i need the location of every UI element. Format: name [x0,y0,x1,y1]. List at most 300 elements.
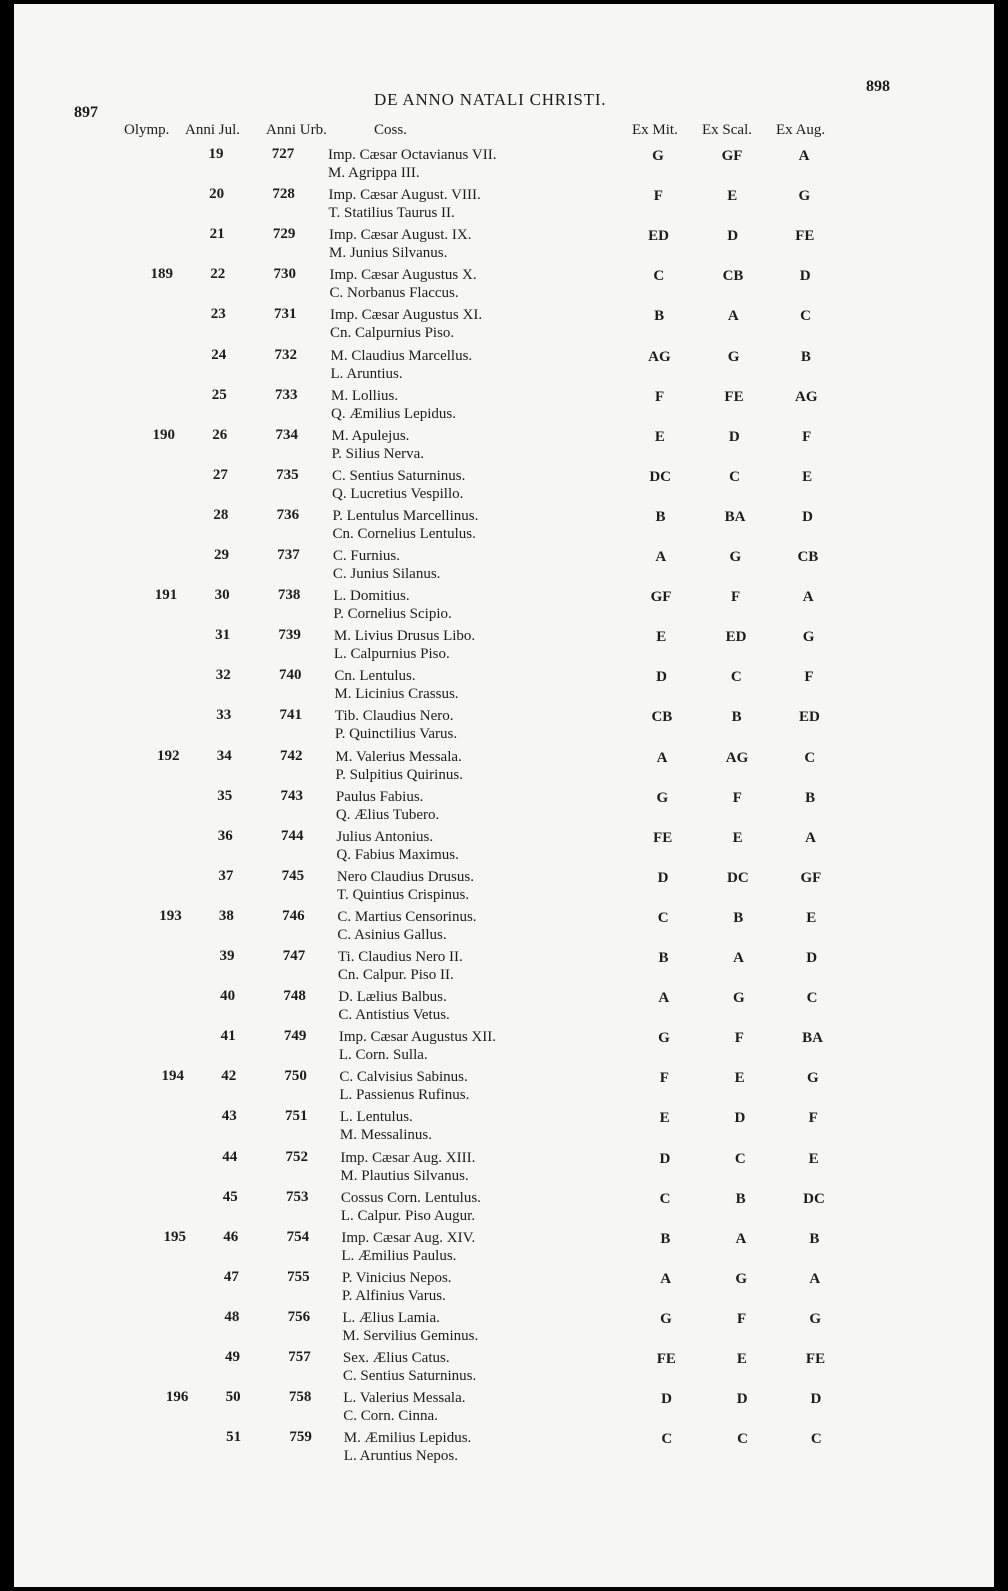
ex-mit-cell: F [655,388,665,405]
consuls-cell [336,828,459,864]
consul-second: L. Calpurnius Piso. [333,646,450,663]
consuls-cell [329,226,472,262]
ex-scal-cell: E [727,188,738,205]
ex-mit-cell: C [653,268,665,285]
consul-first: Imp. Cæsar August. VIII. [328,187,481,204]
anni-urb-cell: 758 [288,1389,312,1406]
ex-aug-cell: DC [803,1190,825,1207]
anni-jul-cell: 49 [225,1349,240,1365]
ex-scal-cell: E [736,1351,747,1367]
ex-aug-cell: C [810,1431,822,1448]
ex-mit-cell: G [658,1030,670,1047]
ex-aug-cell: F [804,669,814,686]
consuls-cell [340,1149,475,1185]
anni-jul-cell: 35 [217,787,233,804]
ex-mit-cell: D [657,869,669,886]
consuls-cell [342,1309,478,1345]
olymp-cell: 191 [154,587,178,604]
right-page-number: 898 [866,78,890,95]
consul-first: Imp. Cæsar Aug. XIV. [341,1229,476,1246]
consul-second: T. Statilius Taurus II. [328,205,455,222]
anni-urb-cell: 731 [273,306,297,323]
table-row [14,387,994,425]
olymp-cell: 189 [150,266,173,283]
consul-second: P. Quinctilius Varus. [334,726,458,743]
consul-first: C. Sentius Saturninus. [332,467,466,484]
consuls-cell [337,908,476,944]
consul-first: M. Valerius Messala. [335,748,462,765]
anni-urb-cell: 750 [284,1068,307,1085]
anni-urb-cell: 742 [280,747,303,764]
ex-aug-cell: C [800,308,811,325]
anni-urb-cell: 753 [286,1188,309,1205]
ex-aug-cell: E [806,909,817,926]
ex-mit-cell: A [660,1270,672,1287]
anni-urb-cell: 738 [277,587,301,604]
ex-mit-cell: ED [648,228,669,245]
ex-scal-cell: E [732,829,743,846]
ex-mit-cell: D [656,669,668,686]
table-row [14,1309,994,1347]
table-row [14,748,994,786]
consul-first: L. Valerius Messala. [343,1390,466,1407]
header-olymp: Olymp. [124,122,170,138]
consul-second: P. Alfinius Varus. [341,1287,446,1304]
consul-second: C. Corn. Cinna. [343,1408,438,1425]
anni-urb-cell: 734 [275,426,299,443]
table-row [14,707,994,745]
consuls-cell [329,186,481,222]
consul-first: Imp. Cæsar August. IX. [329,227,472,244]
ex-mit-cell: FE [656,1351,676,1367]
ex-aug-cell: AG [795,388,818,405]
ex-mit-cell: A [655,549,667,565]
anni-urb-cell: 747 [282,948,306,964]
consuls-cell [341,1229,475,1265]
ex-mit-cell: G [660,1310,672,1327]
anni-jul-cell: 27 [212,466,228,483]
consul-first: M. Lollius. [331,387,399,404]
table-row [14,547,994,585]
ex-aug-cell: A [802,589,814,606]
olymp-cell: 196 [165,1389,189,1406]
anni-jul-cell: 37 [218,867,234,884]
anni-urb-cell: 754 [286,1228,310,1245]
consuls-cell [333,547,441,583]
ex-scal-cell: CB [722,268,744,285]
consul-first: M. Claudius Marcellus. [330,347,473,364]
consuls-cell [339,1028,496,1064]
header-anni-jul: Anni Jul. [185,122,241,138]
header-coss: Coss. [374,122,407,138]
ex-aug-cell: A [798,148,810,164]
table-row [14,868,994,906]
consul-second: C. Sentius Saturninus. [342,1368,477,1384]
ex-scal-cell: A [727,308,739,325]
consuls-cell [338,948,463,984]
ex-aug-cell: G [802,629,815,646]
consul-second: Q. Ælius Tubero. [335,806,440,823]
consuls-cell [331,347,473,383]
consuls-cell [341,1189,481,1225]
anni-jul-cell: 45 [222,1188,238,1205]
ex-scal-cell: D [727,228,739,245]
anni-urb-cell: 730 [273,266,296,283]
ex-mit-cell: A [658,990,670,1007]
ex-aug-cell: A [805,829,816,846]
ex-scal-cell: D [728,428,740,445]
consul-second: L. Aruntius Nepos. [343,1448,458,1465]
anni-urb-cell: 757 [288,1349,311,1365]
ex-scal-cell: C [737,1431,749,1448]
consul-second: L. Æmilius Paulus. [341,1247,457,1264]
anni-urb-cell: 741 [279,707,302,724]
ex-mit-cell: AG [648,348,671,365]
consul-second: Cn. Calpur. Piso II. [337,967,454,983]
consuls-cell [332,467,465,503]
anni-urb-cell: 728 [272,186,295,203]
consul-first: Sex. Ælius Catus. [342,1350,450,1366]
ex-aug-cell: FE [795,228,815,245]
table-row [14,1108,994,1146]
consul-first: Ti. Claudius Nero II. [337,949,463,965]
ex-scal-cell: FE [724,388,744,405]
anni-urb-cell: 735 [276,466,299,483]
consul-second: L. Aruntius. [330,365,403,382]
ex-mit-cell: E [654,428,665,445]
consul-first: M. Livius Drusus Libo. [333,628,476,645]
anni-jul-cell: 26 [212,426,228,443]
consul-first: Imp. Cæsar Augustus XII. [338,1029,496,1046]
consul-second: C. Norbanus Flaccus. [329,285,459,302]
ex-mit-cell: A [656,749,668,766]
anni-urb-cell: 737 [277,547,300,563]
anni-jul-cell: 33 [216,707,232,724]
table-row [14,1068,994,1106]
table-row [14,467,994,505]
ex-mit-cell: D [661,1391,672,1408]
ex-aug-cell: ED [798,709,820,726]
ex-aug-cell: D [799,268,811,285]
consul-first: Imp. Cæsar Augustus XI. [330,307,483,324]
consul-first: P. Vinicius Nepos. [341,1269,452,1286]
ex-mit-cell: CB [651,709,673,726]
consul-second: L. Corn. Sulla. [338,1047,428,1064]
anni-jul-cell: 46 [223,1228,239,1245]
anni-jul-cell: 29 [214,547,229,563]
olymp-cell: 194 [161,1068,184,1085]
anni-jul-cell: 22 [210,266,226,283]
olymp-cell: 190 [152,426,176,443]
ex-aug-cell: G [807,1070,819,1087]
consuls-cell [330,266,477,302]
ex-aug-cell: CB [797,549,819,565]
ex-scal-cell: B [733,909,744,926]
consul-first: Cossus Corn. Lentulus. [340,1189,481,1206]
table-row [14,667,994,705]
ex-aug-cell: FE [805,1351,826,1367]
ex-scal-cell: D [734,1110,746,1127]
consul-first: Julius Antonius. [336,828,434,845]
ex-aug-cell: D [802,508,813,525]
anni-urb-cell: 736 [276,506,300,523]
consul-first: L. Lentulus. [339,1109,413,1126]
ex-scal-cell: G [729,549,742,565]
consul-second: L. Passienus Rufinus. [339,1087,470,1104]
anni-urb-cell: 729 [272,226,296,243]
table-row [14,186,994,224]
left-page-number: 897 [74,104,98,121]
ex-mit-cell: G [652,148,664,164]
anni-jul-cell: 50 [225,1389,241,1406]
consul-second: Q. Fabius Maximus. [336,846,459,863]
consul-second: M. Messalinus. [339,1127,432,1144]
consuls-cell [343,1389,465,1425]
ex-scal-cell: C [734,1150,746,1167]
table-row [14,266,994,304]
ex-scal-cell: C [729,468,741,485]
ex-scal-cell: F [734,1030,744,1047]
ex-aug-cell: G [809,1310,822,1327]
table-row [14,226,994,264]
ex-mit-cell: FE [653,829,673,846]
consul-second: C. Junius Silanus. [332,566,441,582]
ex-mit-cell: B [660,1230,671,1247]
ex-mit-cell: DC [649,468,672,485]
consul-first: M. Æmilius Lepidus. [343,1430,472,1447]
consul-first: P. Lentulus Marcellinus. [332,507,479,524]
consuls-cell [328,146,496,182]
consul-second: Cn. Cornelius Lentulus. [332,525,476,542]
consul-first: Imp. Cæsar Octavianus VII. [328,147,497,163]
table-row [14,948,994,986]
ex-mit-cell: F [653,188,663,205]
consul-first: C. Martius Censorinus. [337,908,477,925]
table-row [14,1269,994,1307]
anni-urb-cell: 740 [278,667,302,684]
table-row [14,587,994,625]
consuls-cell [337,868,474,904]
ex-scal-cell: F [731,589,741,606]
ex-scal-cell: AG [725,749,749,766]
anni-jul-cell: 51 [226,1429,242,1446]
consul-first: M. Apulejus. [331,427,410,444]
ex-scal-cell: B [731,709,742,726]
consul-second: C. Asinius Gallus. [337,926,447,943]
anni-jul-cell: 20 [209,186,225,203]
ex-aug-cell: C [806,990,818,1007]
consul-first: Imp. Cæsar Augustus X. [329,267,477,284]
consul-second: L. Calpur. Piso Augur. [340,1207,476,1224]
olymp-cell: 192 [157,747,180,764]
consul-first: Imp. Cæsar Aug. XIII. [340,1149,476,1166]
ex-aug-cell: GF [800,869,822,886]
table-row [14,828,994,866]
anni-urb-cell: 743 [280,787,304,804]
anni-jul-cell: 44 [222,1148,238,1165]
consuls-cell [333,507,479,543]
ex-aug-cell: F [808,1110,818,1127]
anni-urb-cell: 727 [271,146,295,162]
ex-scal-cell: E [734,1070,745,1087]
header-ex-scal: Ex Scal. [702,122,752,138]
anni-urb-cell: 752 [285,1148,309,1165]
consuls-cell [343,1349,476,1385]
ex-mit-cell: D [659,1150,671,1167]
ex-scal-cell: ED [725,629,747,646]
ex-scal-cell: BA [724,508,746,525]
table-row [14,1349,994,1387]
anni-jul-cell: 41 [220,1028,236,1045]
consul-first: D. Lælius Balbus. [338,989,447,1006]
consul-second: P. Cornelius Scipio. [333,606,452,623]
header-ex-mit: Ex Mit. [632,122,678,138]
anni-urb-cell: 746 [282,907,305,924]
page-sheet [14,4,994,1587]
ex-mit-cell: GF [650,589,672,606]
consuls-cell [331,387,456,423]
ex-aug-cell: F [802,428,812,445]
consuls-cell [338,988,449,1024]
table-row [14,146,994,184]
anni-urb-cell: 739 [278,627,301,644]
anni-jul-cell: 28 [213,506,229,523]
consul-second: P. Silius Nerva. [331,445,425,462]
consul-first: Nero Claudius Drusus. [336,868,474,885]
consuls-cell [340,1108,432,1144]
page-title: DE ANNO NATALI CHRISTI. [374,90,607,109]
anni-urb-cell: 733 [275,386,298,403]
consuls-cell [336,788,439,824]
consul-second: Q. Æmilius Lepidus. [331,405,457,422]
ex-scal-cell: D [736,1391,748,1408]
consuls-cell [342,1269,452,1305]
ex-aug-cell: C [804,749,816,766]
anni-jul-cell: 25 [211,386,227,403]
ex-mit-cell: B [658,950,669,966]
table-row [14,1229,994,1267]
consul-first: Tib. Claudius Nero. [334,708,454,725]
anni-urb-cell: 748 [283,988,306,1005]
anni-urb-cell: 756 [287,1308,311,1325]
anni-jul-cell: 31 [215,627,231,644]
anni-urb-cell: 759 [289,1429,312,1446]
table-row [14,788,994,826]
consuls-cell [334,627,475,663]
ex-mit-cell: F [659,1070,669,1087]
anni-urb-cell: 744 [281,827,304,844]
ex-scal-cell: A [735,1230,747,1247]
olymp-cell: 195 [163,1228,187,1245]
table-row [14,988,994,1026]
anni-urb-cell: 755 [287,1268,310,1285]
ex-mit-cell: E [656,629,667,646]
consuls-cell [339,1068,469,1104]
table-row [14,427,994,465]
consul-second: T. Quintius Crispinus. [336,886,470,903]
ex-aug-cell: A [809,1270,821,1287]
anni-urb-cell: 745 [281,867,305,884]
consuls-cell [330,306,482,342]
ex-scal-cell: A [733,950,745,966]
anni-urb-cell: 732 [274,346,298,363]
olymp-cell: 193 [159,907,182,924]
ex-aug-cell: G [798,188,811,205]
consuls-cell [332,427,425,463]
anni-jul-cell: 34 [216,747,232,764]
consuls-cell [334,667,458,703]
anni-jul-cell: 32 [215,667,231,684]
consul-second: M. Plautius Silvanus. [340,1167,469,1184]
anni-urb-cell: 749 [283,1028,307,1045]
ex-mit-cell: E [659,1110,670,1127]
table-row [14,1028,994,1066]
anni-jul-cell: 30 [214,587,230,604]
ex-mit-cell: B [655,508,666,525]
ex-scal-cell: G [727,348,740,365]
anni-jul-cell: 48 [224,1308,240,1325]
anni-urb-cell: 751 [284,1108,308,1125]
ex-mit-cell: B [654,308,665,325]
anni-jul-cell: 21 [209,226,225,243]
ex-aug-cell: D [810,1391,822,1408]
ex-scal-cell: G [733,990,745,1007]
anni-jul-cell: 24 [211,346,227,363]
consuls-cell [333,587,451,623]
consul-first: Paulus Fabius. [335,788,424,805]
consul-second: C. Antistius Vetus. [338,1007,450,1024]
ex-scal-cell: F [737,1310,747,1327]
ex-mit-cell: C [659,1190,671,1207]
anni-jul-cell: 19 [208,146,224,162]
ex-mit-cell: C [661,1431,673,1448]
anni-jul-cell: 47 [223,1268,239,1285]
anni-jul-cell: 43 [221,1108,237,1125]
ex-scal-cell: DC [727,869,749,886]
ex-aug-cell: E [808,1150,819,1167]
consuls-cell [335,748,463,784]
table-row [14,306,994,344]
consul-second: M. Licinius Crassus. [334,686,459,703]
consul-first: L. Ælius Lamia. [342,1309,440,1326]
anni-jul-cell: 39 [219,948,235,964]
ex-scal-cell: GF [721,148,743,164]
header-ex-aug: Ex Aug. [776,122,826,138]
anni-jul-cell: 36 [217,827,233,844]
table-row [14,1189,994,1227]
consul-first: C. Calvisius Sabinus. [339,1069,468,1086]
anni-jul-cell: 23 [210,306,226,323]
header-anni-urb: Anni Urb. [266,122,327,138]
ex-aug-cell: B [800,348,811,365]
table-row [14,627,994,665]
ex-scal-cell: F [732,789,742,806]
ex-scal-cell: G [735,1270,748,1287]
consul-second: M. Servilius Geminus. [342,1327,479,1344]
table-row [14,908,994,946]
anni-jul-cell: 38 [218,907,234,924]
table-row [14,1429,994,1467]
ex-aug-cell: B [809,1230,820,1247]
anni-jul-cell: 40 [220,988,236,1005]
ex-scal-cell: C [730,669,742,686]
consuls-cell [335,707,457,743]
table-row [14,347,994,385]
ex-aug-cell: E [802,468,813,485]
consul-second: Cn. Calpurnius Piso. [330,325,455,342]
ex-aug-cell: D [806,950,818,966]
ex-mit-cell: G [656,789,669,806]
